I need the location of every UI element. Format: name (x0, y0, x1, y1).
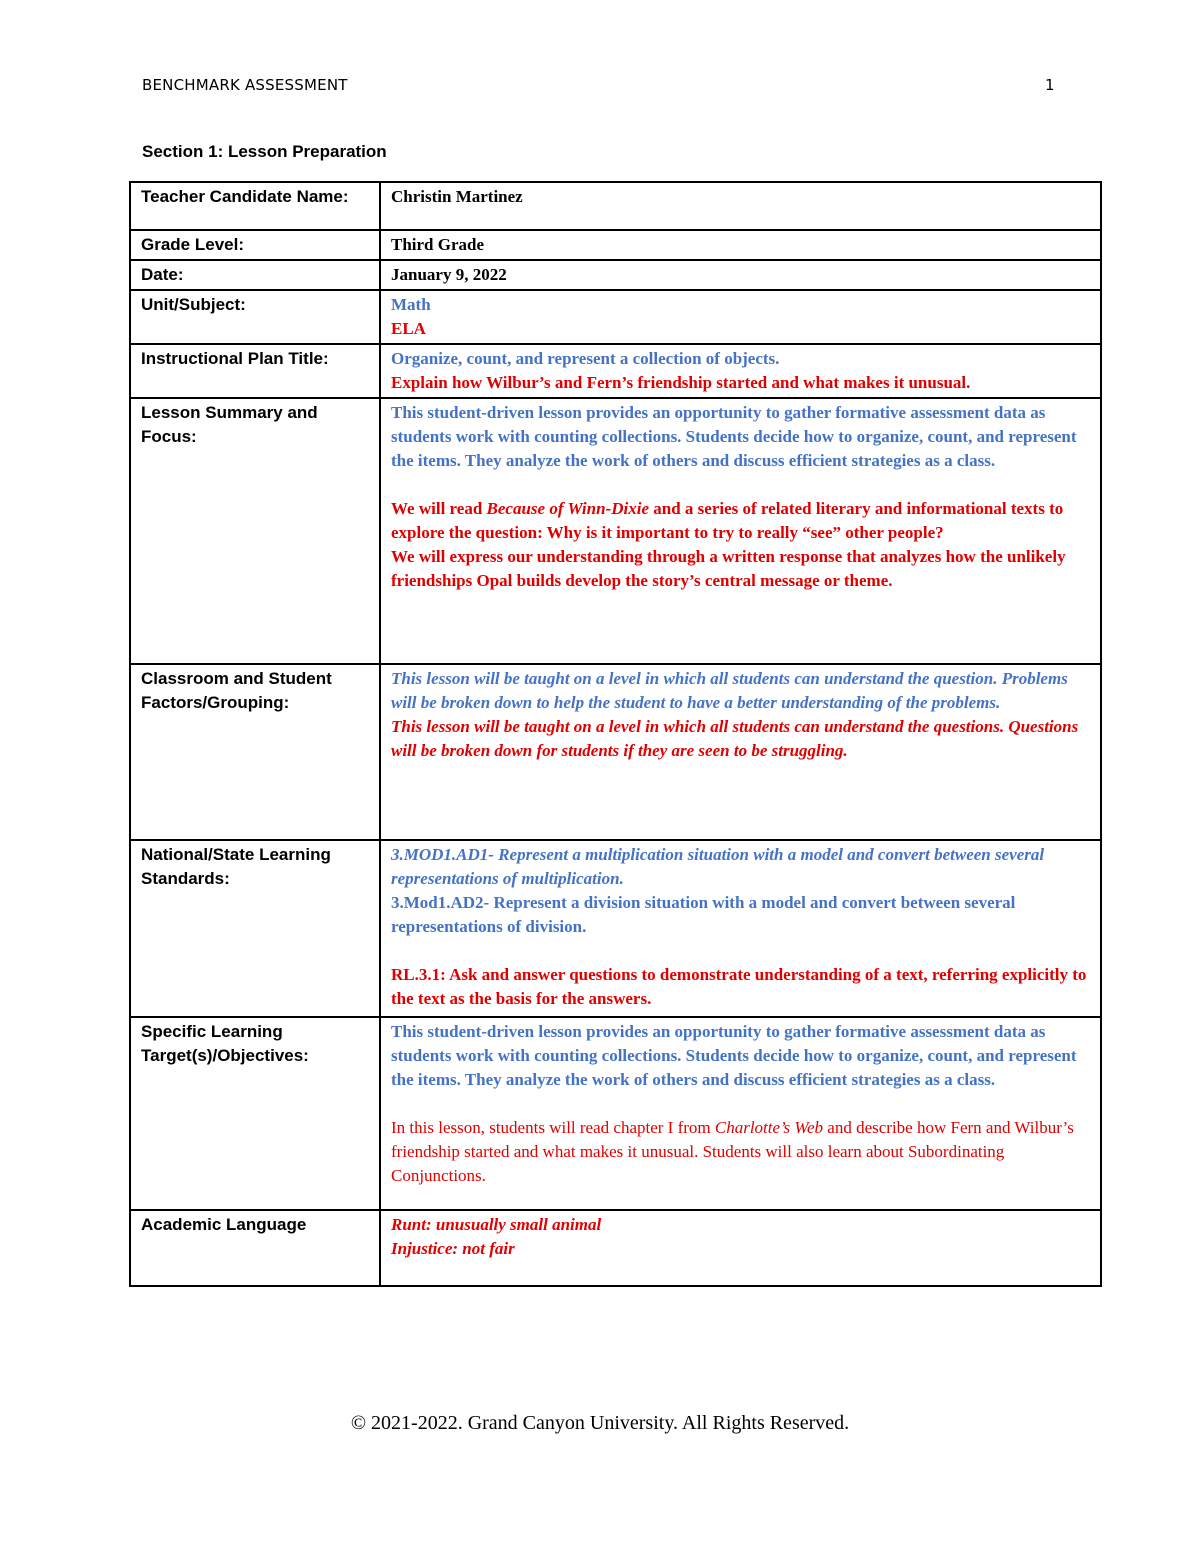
term-runt: Runt: unusually small animal (391, 1215, 602, 1234)
teacher-name-value: Christin Martinez (380, 182, 1101, 230)
learning-standards-value (380, 840, 1101, 1017)
subject-ela: ELA (391, 319, 426, 338)
learning-objectives-value (380, 1017, 1101, 1210)
row-learning-standards (130, 840, 1101, 1017)
book-title-charlottes-web: Charlotte’s Web (714, 1118, 824, 1137)
objectives-math: This student-driven lesson provides an opportunity to gather formative assessment data as students work with counting collections. Students decide how to organize, count, and represent the items. They analyze the work of others and discuss efficient strategies as a class. (391, 1022, 1077, 1089)
classroom-factors-label: Classroom and Student Factors/Grouping: (130, 664, 380, 840)
row-date (130, 260, 1101, 290)
learning-objectives-label: Specific Learning Target(s)/Objectives: (130, 1017, 380, 1210)
lesson-plan-table (129, 181, 1102, 1287)
classroom-factors-value (380, 664, 1101, 840)
learning-standards-label: National/State Learning Standards: (130, 840, 380, 1017)
page-number: 1 (1045, 76, 1055, 94)
row-plan-title (130, 344, 1101, 398)
academic-language-label: Academic Language (130, 1210, 380, 1286)
book-title-winn-dixie: Because of Winn-Dixie (486, 499, 649, 518)
standard-math-1: 3.MOD1.AD1- Represent a multiplication situation with a model and convert between several representations of multiplication. (391, 845, 1045, 888)
lesson-summary-label: Lesson Summary and Focus: (130, 398, 380, 664)
row-unit-subject (130, 290, 1101, 344)
term-injustice: Injustice: not fair (391, 1239, 515, 1258)
unit-subject-label: Unit/Subject: (130, 290, 380, 344)
lesson-summary-value (380, 398, 1101, 664)
row-academic-language (130, 1210, 1101, 1286)
row-lesson-summary (130, 398, 1101, 664)
plan-title-math: Organize, count, and represent a collection of objects. (391, 349, 780, 368)
summary-math: This student-driven lesson provides an opportunity to gather formative assessment data as students work with counting collections. Students decide how to organize, count, and represent the items. They analyze the work of others and discuss efficient strategies as a class. (391, 403, 1077, 470)
summary-ela-response: We will express our understanding through a written response that analyzes how the unlikely friendships Opal builds develop the story’s central message or theme. (391, 547, 1066, 590)
factors-math: This lesson will be taught on a level in which all students can understand the question. Problems will be broken down to help the student to have a better understanding of the problems. (391, 669, 1068, 712)
unit-subject-value (380, 290, 1101, 344)
grade-level-value: Third Grade (380, 230, 1101, 260)
factors-ela: This lesson will be taught on a level in which all students can understand the questions. Questions will be broken down for students if they are seen to be struggling. (391, 717, 1079, 760)
copyright-footer: © 2021-2022. Grand Canyon University. All Rights Reserved. (350, 1412, 850, 1434)
row-teacher-name (130, 182, 1101, 230)
row-learning-objectives (130, 1017, 1101, 1210)
row-grade-level (130, 230, 1101, 260)
grade-level-label: Grade Level: (130, 230, 380, 260)
row-classroom-factors (130, 664, 1101, 840)
standard-math-2: 3.Mod1.AD2- Represent a division situation with a model and convert between several representations of division. (391, 893, 1016, 936)
teacher-name-label: Teacher Candidate Name: (130, 182, 380, 230)
plan-title-ela: Explain how Wilbur’s and Fern’s friendship started and what makes it unusual. (391, 373, 971, 392)
academic-language-value (380, 1210, 1101, 1286)
section-title: Section 1: Lesson Preparation (142, 142, 387, 161)
date-value: January 9, 2022 (380, 260, 1101, 290)
plan-title-label: Instructional Plan Title: (130, 344, 380, 398)
running-head: BENCHMARK ASSESSMENT (142, 76, 348, 94)
subject-math: Math (391, 295, 431, 314)
standard-ela: RL.3.1: Ask and answer questions to demonstrate understanding of a text, referring explicitly to the text as the basis for the answers. (391, 965, 1087, 1008)
plan-title-value (380, 344, 1101, 398)
summary-ela: We will read Because of Winn-Dixie and a series of related literary and informational texts to explore the question: Why is it important to try to really “see” other people? (391, 499, 1064, 542)
date-label: Date: (130, 260, 380, 290)
objectives-ela: In this lesson, students will read chapter I from Charlotte’s Web and describe how Fern and Wilbur’s friendship started and what makes it unusual. Students will also learn about Subordinating Conjunctions. (391, 1118, 1074, 1185)
